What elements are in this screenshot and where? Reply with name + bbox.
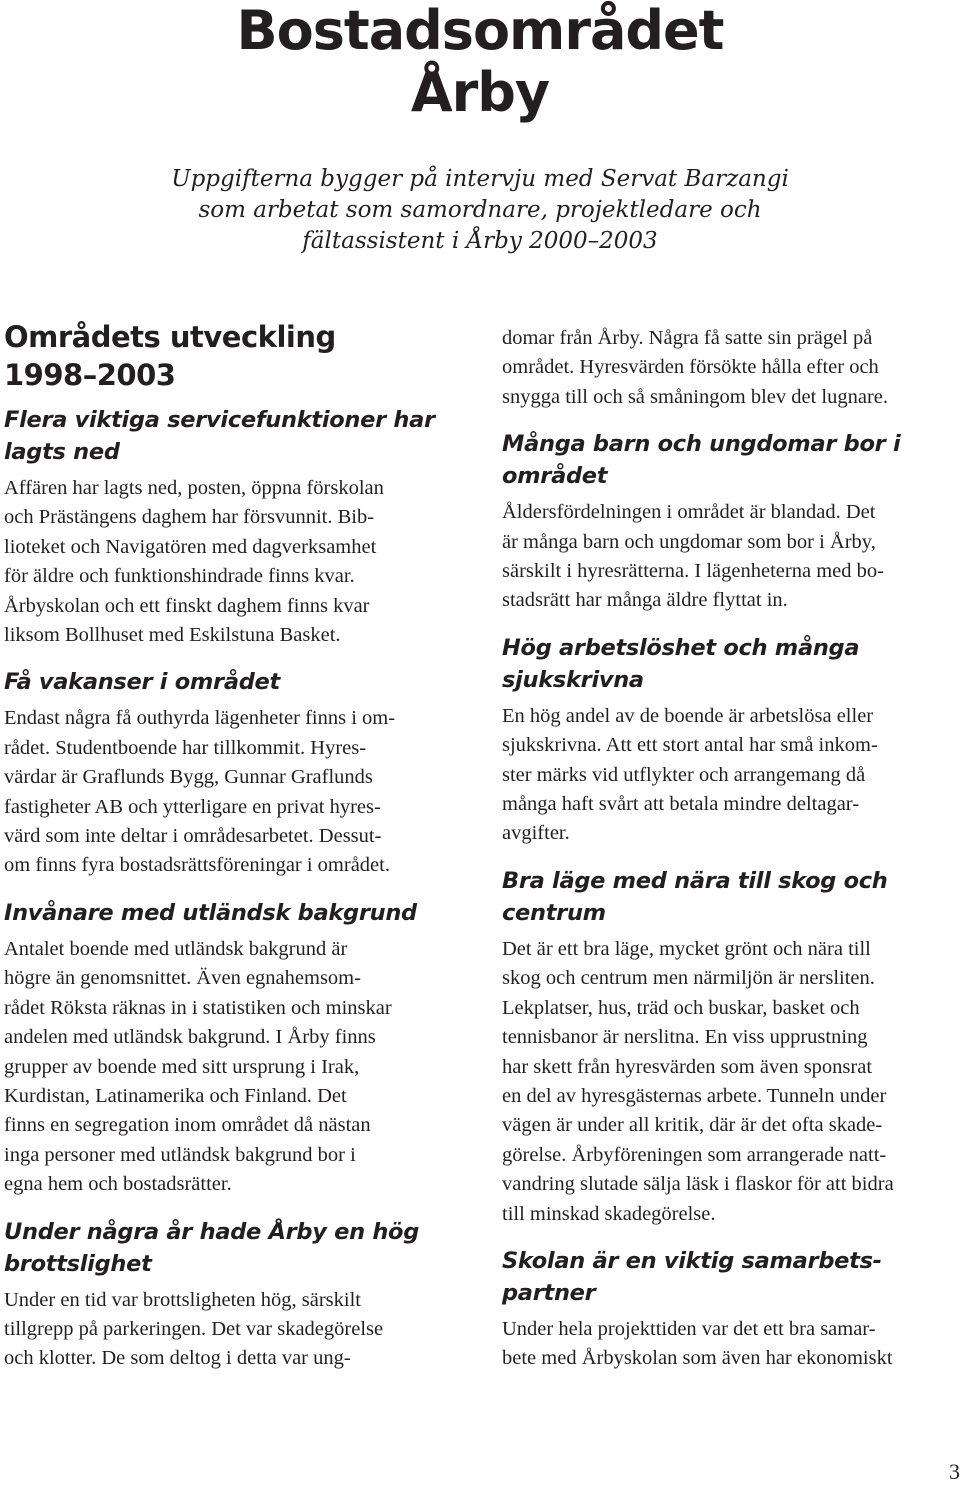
heading-bra-lage [502,865,960,929]
text-line: Affären har lagts ned, posten, öppna förskolan [4,477,384,499]
section-title-line: Områdets utveckling [4,320,336,354]
text-line: är många barn och ungdomar som bor i Årby, [502,530,876,553]
heading-vakanser [4,666,462,698]
page-title [0,0,960,124]
heading-line: centrum [502,899,606,926]
text-line: och klotter. De som deltog i detta var ung- [4,1347,351,1370]
text-line: om finns fyra bostadsrättsföreningar i området. [4,854,390,877]
text-line: tillgrepp på parkeringen. Det var skadegörelse [4,1317,384,1340]
text-line: för äldre och funktionshindrade finns kvar. [4,565,355,588]
heading-utlandsk-bakgrund [4,897,462,929]
page-title-line: Bostadsområdet [236,0,724,62]
heading-line: sjukskrivna [502,666,644,693]
paragraph-barn-ungdomar [502,498,960,616]
paragraph-utlandsk-bakgrund [4,935,462,1200]
text-line: ster märks vid utflykter och arrangemang då [502,763,866,786]
text-line: värdar är Graflunds Bygg, Gunnar Graflunds [4,766,373,789]
text-line: domar från Årby. Några få satte sin prägel på [502,327,873,349]
text-line: görelse. Årbyföreningen som arrangerade natt- [502,1143,887,1166]
text-line: sjukskrivna. Att ett stort antal har små inkom- [502,734,878,757]
paragraph-brottslighet-continued [502,324,960,412]
intro-subtitle [0,164,960,257]
subtitle-line: som arbetat som samordnare, projektledare och [198,197,762,223]
text-line: har skett från hyresvärden som även sponsrat [502,1055,873,1078]
paragraph-servicefunktioner [4,474,462,650]
heading-line: partner [502,1279,596,1306]
heading-barn-ungdomar [502,428,960,492]
text-line: en del av hyresgästernas arbete. Tunneln under [502,1084,887,1107]
text-line: Endast några få outhyrda lägenheter finns i om- [4,707,396,730]
text-line: Antalet boende med utländsk bakgrund är [4,937,348,960]
text-line: skog och centrum men närmiljön är nersliten. [502,967,875,990]
subtitle-line: Uppgifterna bygger på intervju med Servat Barzangi [171,166,789,192]
text-line: många haft svårt att betala mindre deltagar- [502,793,860,816]
text-line: inga personer med utländsk bakgrund bor i [4,1143,356,1166]
heading-line: Flera viktiga servicefunktioner har [4,407,435,433]
heading-brottslighet [4,1216,462,1280]
text-line: En hög andel av de boende är arbetslösa eller [502,704,874,727]
heading-line: Få vakanser i området [4,669,280,696]
text-line: Det är ett bra läge, mycket grönt och nära till [502,937,871,960]
text-line: snygga till och så småningom blev det lugnare. [502,385,889,408]
text-line: bete med Årbyskolan som även har ekonomiskt [502,1347,893,1370]
page-number: 3 [949,1459,960,1484]
paragraph-bra-lage [502,935,960,1229]
text-line: grupper av boende med sitt ursprung i Irak, [4,1055,360,1078]
text-line: andelen med utländsk bakgrund. I Årby finns [4,1026,376,1049]
text-line: värd som inte deltar i områdesarbetet. Dessut- [4,825,382,848]
text-line: vägen är under all kritik, där är det ofta skade- [502,1114,883,1137]
left-column [4,318,462,1390]
paragraph-skolan [502,1315,960,1374]
heading-line: området [502,463,608,490]
paragraph-vakanser [4,704,462,880]
heading-arbetsloshet [502,632,960,696]
text-line: Lekplatser, hus, träd och buskar, basket och [502,996,860,1019]
heading-line: brottslighet [4,1250,152,1277]
text-line: Åldersfördelningen i området är blandad. Det [502,501,876,524]
heading-line: Bra läge med nära till skog och [502,867,888,894]
heading-line: Under några år hade Årby en hög [4,1218,420,1245]
heading-line: Hög arbetslöshet och många [502,634,860,661]
paragraph-arbetsloshet [502,702,960,849]
text-line: Under hela projekttiden var det ett bra samar- [502,1317,876,1340]
text-line: området. Hyresvärden försökte hålla efter och [502,356,879,379]
heading-servicefunktioner [4,404,462,468]
text-line: lioteket och Navigatören med dagverksamhet [4,535,377,558]
paragraph-brottslighet [4,1286,462,1374]
page-title-line: Årby [410,61,550,124]
text-line: avgifter. [502,822,570,845]
text-line: högre än genomsnittet. Även egnahemsom- [4,967,361,990]
text-line: fastigheter AB och ytterligare en privat hyres- [4,795,381,818]
text-line: till minskad skadegörelse. [502,1202,716,1225]
text-line: vandring slutade sälja läsk i flaskor för att bidra [502,1173,894,1196]
subtitle-line: fältassistent i Årby 2000–2003 [302,228,658,254]
section-title [4,318,462,394]
text-line: särskilt i hyresrätterna. I lägenheterna med bo- [502,560,884,583]
right-column [502,324,960,1390]
text-line: Årbyskolan och ett finskt daghem finns kvar [4,594,370,617]
text-line: finns en segregation inom området då nästan [4,1114,371,1137]
heading-line: Många barn och ungdomar bor i [502,431,901,458]
text-line: egna hem och bostadsrätter. [4,1173,232,1196]
text-line: Under en tid var brottsligheten hög, särskilt [4,1288,361,1311]
text-line: tennisbanor är nerslitna. En viss upprustning [502,1026,868,1049]
heading-line: lagts ned [4,439,120,465]
text-line: liksom Bollhuset med Eskilstuna Basket. [4,624,341,647]
text-line: stadsrätt har många äldre flyttat in. [502,589,788,612]
text-line: Kurdistan, Latinamerika och Finland. Det [4,1084,347,1107]
text-line: och Prästängens daghem har försvunnit. Bib- [4,506,375,529]
section-title-line: 1998–2003 [4,358,176,392]
heading-line: Invånare med utländsk bakgrund [4,899,417,926]
text-line: rådet Röksta räknas in i statistiken och minskar [4,996,392,1019]
heading-line: Skolan är en viktig samarbets- [502,1247,882,1274]
heading-skolan [502,1245,960,1309]
text-line: rådet. Studentboende har tillkommit. Hyres- [4,736,367,759]
